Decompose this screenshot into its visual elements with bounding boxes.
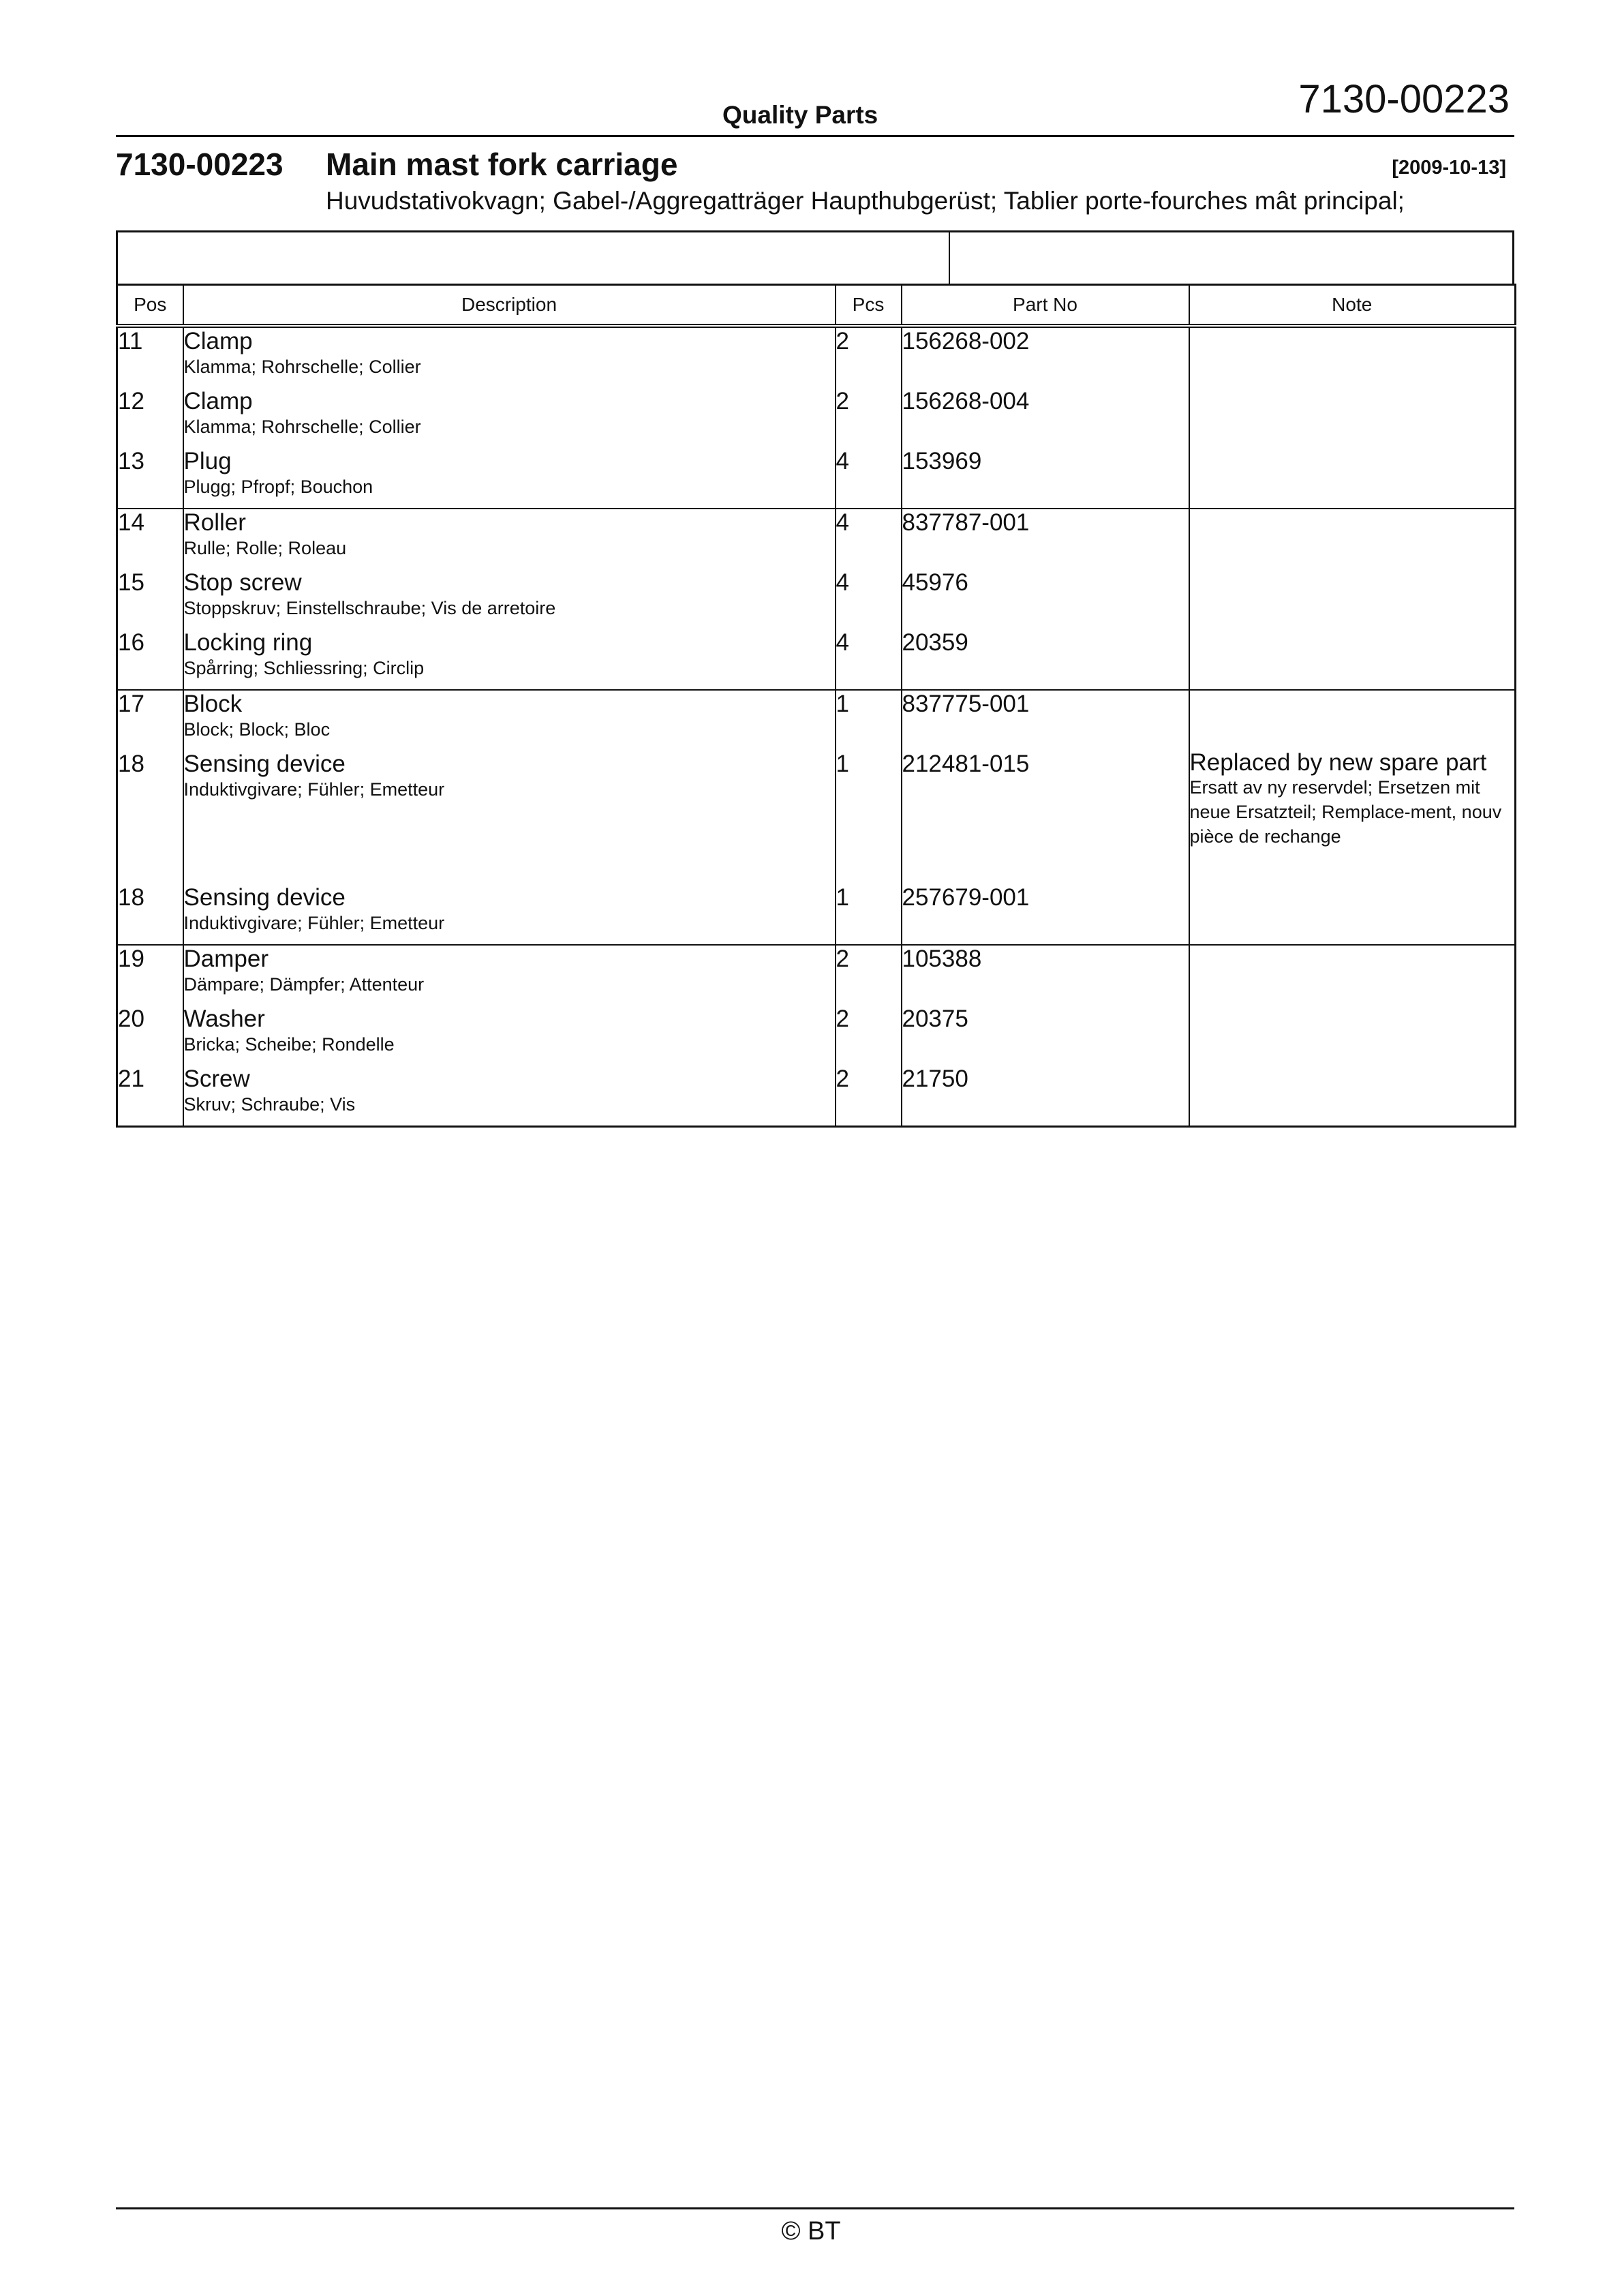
doc-number: 7130-00223 (116, 147, 284, 182)
part-translations: Klamma; Rohrschelle; Collier (183, 356, 421, 377)
cell-description (183, 509, 836, 569)
header-quality-parts: Quality Parts (722, 101, 878, 129)
cell-part-no: 20375 (902, 1006, 1189, 1066)
cell-part-no: 257679-001 (902, 884, 1189, 945)
cell-pcs: 2 (836, 1066, 902, 1127)
table-header-row (117, 285, 1516, 326)
cell-part-no: 21750 (902, 1066, 1189, 1127)
column-header-part-no: Part No (902, 285, 1189, 326)
cell-description (183, 884, 836, 945)
part-name: Screw (183, 1065, 250, 1092)
part-name: Washer (183, 1005, 265, 1032)
cell-pcs: 4 (836, 509, 902, 569)
cell-description (183, 945, 836, 1006)
table-row (117, 884, 1516, 945)
cell-note (1189, 326, 1516, 509)
part-translations: Block; Block; Bloc (183, 719, 331, 740)
cell-note (1189, 945, 1516, 1127)
cell-part-no: 153969 (902, 448, 1189, 509)
part-translations: Plugg; Pfropf; Bouchon (183, 476, 373, 497)
cell-note (1189, 509, 1516, 690)
header-rule (116, 135, 1514, 137)
cell-part-no: 45976 (902, 569, 1189, 629)
table-row (117, 690, 1516, 751)
table-row (117, 326, 1516, 388)
column-header-pos: Pos (117, 285, 183, 326)
cell-pos: 11 (117, 326, 183, 388)
part-name: Plug (183, 447, 232, 474)
part-name: Roller (183, 509, 246, 536)
table-row (117, 509, 1516, 569)
cell-part-no: 212481-015 (902, 751, 1189, 884)
cell-note (1189, 751, 1516, 884)
note-text: Replaced by new spare part (1189, 749, 1487, 776)
empty-box-divider (949, 232, 950, 284)
cell-part-no: 156268-002 (902, 326, 1189, 388)
cell-pos: 18 (117, 884, 183, 945)
column-header-pcs: Pcs (836, 285, 902, 326)
cell-pos: 21 (117, 1066, 183, 1127)
part-name: Damper (183, 945, 269, 972)
doc-title: Main mast fork carriage (326, 147, 678, 182)
part-translations: Bricka; Scheibe; Rondelle (183, 1033, 395, 1055)
cell-pos: 19 (117, 945, 183, 1006)
part-name: Locking ring (183, 629, 313, 656)
table-row (117, 945, 1516, 1006)
cell-description (183, 388, 836, 448)
part-translations: Dämpare; Dämpfer; Attenteur (183, 973, 425, 995)
cell-description (183, 1006, 836, 1066)
cell-pcs: 2 (836, 388, 902, 448)
footer-copyright: © BT (781, 2217, 841, 2246)
cell-pcs: 1 (836, 751, 902, 884)
part-translations: Klamma; Rohrschelle; Collier (183, 416, 421, 437)
table-row (117, 751, 1516, 884)
cell-description (183, 448, 836, 509)
part-name: Sensing device (183, 750, 346, 777)
part-name: Stop screw (183, 569, 302, 596)
cell-pos: 16 (117, 629, 183, 690)
footer-rule (116, 2207, 1514, 2209)
part-translations: Spårring; Schliessring; Circlip (183, 657, 425, 678)
cell-pcs: 4 (836, 569, 902, 629)
part-translations: Skruv; Schraube; Vis (183, 1093, 356, 1115)
part-translations: Rulle; Rolle; Roleau (183, 537, 347, 558)
cell-part-no: 20359 (902, 629, 1189, 690)
cell-pos: 15 (117, 569, 183, 629)
cell-pcs: 2 (836, 1006, 902, 1066)
cell-pos: 17 (117, 690, 183, 751)
header-doc-code: 7130-00223 (1298, 77, 1510, 121)
empty-header-box (116, 230, 1514, 284)
cell-description (183, 751, 836, 884)
part-name: Block (183, 690, 243, 717)
cell-description (183, 326, 836, 388)
cell-pos: 13 (117, 448, 183, 509)
doc-subtitle: Huvudstativokvagn; Gabel-/Aggregatträger Haupthubgerüst; Tablier porte-fourches mât principal; (326, 187, 1405, 215)
cell-pcs: 4 (836, 629, 902, 690)
cell-pos: 20 (117, 1006, 183, 1066)
parts-table (116, 284, 1516, 1128)
cell-pos: 12 (117, 388, 183, 448)
cell-pcs: 2 (836, 326, 902, 388)
part-translations: Induktivgivare; Fühler; Emetteur (183, 912, 445, 933)
column-header-note: Note (1189, 285, 1516, 326)
cell-part-no: 156268-004 (902, 388, 1189, 448)
cell-description (183, 690, 836, 751)
cell-pos: 18 (117, 751, 183, 884)
cell-description (183, 569, 836, 629)
part-translations: Stoppskruv; Einstellschraube; Vis de arretoire (183, 597, 556, 618)
cell-description (183, 629, 836, 690)
part-name: Clamp (183, 327, 253, 354)
part-name: Clamp (183, 387, 253, 414)
part-translations: Induktivgivare; Fühler; Emetteur (183, 779, 445, 800)
doc-date: [2009-10-13] (1392, 157, 1506, 179)
cell-pcs: 4 (836, 448, 902, 509)
part-name: Sensing device (183, 883, 346, 911)
cell-part-no: 105388 (902, 945, 1189, 1006)
cell-part-no: 837775-001 (902, 690, 1189, 751)
note-translations: Ersatt av ny reservdel; Ersetzen mit neue Ersatzteil; Remplace-ment, nouv pièce de rechange (1189, 776, 1502, 847)
cell-description (183, 1066, 836, 1127)
cell-part-no: 837787-001 (902, 509, 1189, 569)
cell-note (1189, 690, 1516, 751)
cell-pcs: 2 (836, 945, 902, 1006)
cell-note (1189, 884, 1516, 945)
cell-pcs: 1 (836, 690, 902, 751)
cell-pos: 14 (117, 509, 183, 569)
cell-pcs: 1 (836, 884, 902, 945)
column-header-description: Description (183, 285, 836, 326)
